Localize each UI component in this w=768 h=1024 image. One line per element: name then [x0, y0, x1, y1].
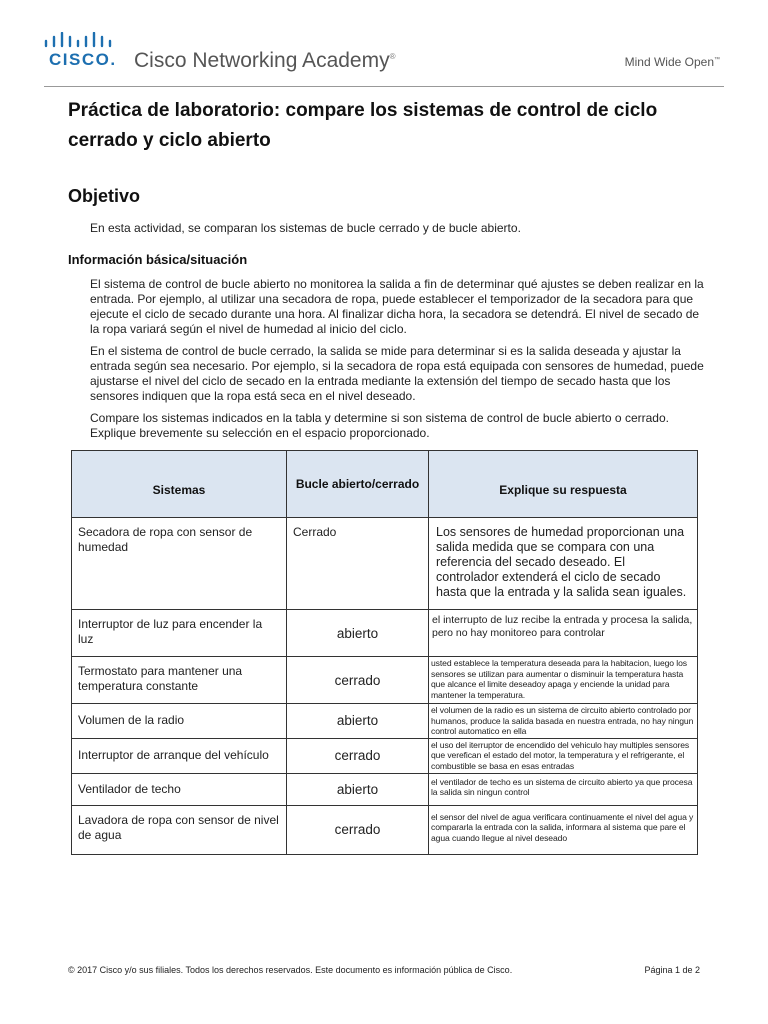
cisco-logo-bars-icon [44, 32, 114, 48]
loop-cell[interactable]: cerrado [287, 657, 429, 704]
explanation-cell[interactable]: el ventilador de techo es un sistema de circuito abierto ya que procesa la salida sin ningun control [429, 773, 698, 805]
loop-cell[interactable]: abierto [287, 704, 429, 739]
system-cell: Interruptor de arranque del vehículo [72, 738, 287, 773]
table-row [72, 704, 698, 739]
paragraph-open-loop: El sistema de control de bucle abierto no monitorea la salida a fin de determinar qué ajustes se deben realizar en la entrada. Por ejemplo, al utilizar una secadora de ropa, puede establecer el temporizador de la secadora para que ejecute el ciclo de secado durante una hora. Al finalizar dicha hora, la secadora se detendrá. El nivel de secado de la ropa variará según el nivel de humedad al inicio del ciclo. [90, 277, 704, 336]
loop-cell[interactable]: cerrado [287, 805, 429, 854]
explanation-cell[interactable]: el volumen de la radio es un sistema de circuito abierto controlado por humanos, produce la salida basada en nuestra entrada, no hay ningun control automatico en ella [429, 704, 698, 739]
system-cell: Secadora de ropa con sensor de humedad [72, 518, 287, 610]
table-row [72, 518, 698, 610]
header-divider [44, 86, 724, 87]
system-cell: Termostato para mantener una temperatura constante [72, 657, 287, 704]
table-header-row [72, 451, 698, 518]
background-heading: Información básica/situación [68, 252, 248, 267]
footer-page-number: Página 1 de 2 [644, 965, 700, 975]
loop-cell[interactable]: abierto [287, 773, 429, 805]
systems-table [71, 450, 698, 855]
explanation-cell[interactable]: el uso del iterruptor de encendido del vehiculo hay multiples sensores que verefican el estado del motor, la temperatura y el refrigerante, el combustible se basa en esas entradas [429, 738, 698, 773]
loop-cell[interactable]: abierto [287, 610, 429, 657]
footer-copyright: © 2017 Cisco y/o sus filiales. Todos los derechos reservados. Este documento es información pública de Cisco. [68, 965, 513, 975]
loop-cell[interactable]: Cerrado [287, 518, 429, 610]
paragraph-instructions: Compare los sistemas indicados en la tabla y determine si son sistema de control de bucle abierto o cerrado. Explique brevemente su selección en el espacio proporcionado. [90, 411, 669, 440]
table-row [72, 657, 698, 704]
loop-cell[interactable]: cerrado [287, 738, 429, 773]
explanation-cell[interactable]: usted establece la temperatura deseada para la habitacion, luego los sensores se utilizan para aumentar o disminuir la temperatura hasta que alcance el limite deseadoy apaga y enciende la unidad para mantener la temperatura. [429, 657, 698, 704]
explanation-cell[interactable]: el interrupto de luz recibe la entrada y procesa la salida, pero no hay monitoreo para controlar [429, 610, 698, 657]
system-cell: Ventilador de techo [72, 773, 287, 805]
header-loop: Bucle abierto/cerrado [287, 451, 429, 518]
header-systems: Sistemas [72, 451, 287, 518]
objective-heading: Objetivo [68, 186, 141, 206]
system-cell: Volumen de la radio [72, 704, 287, 739]
table-row [72, 805, 698, 854]
explanation-cell[interactable]: Los sensores de humedad proporcionan una salida medida que se compara con una referencia del secado deseado. El controlador extenderá el ciclo de secado hasta que la entrada y la salida sean iguales. [429, 518, 698, 610]
paragraph-closed-loop: En el sistema de control de bucle cerrado, la salida se mide para determinar si es la salida deseada y ajustar la entrada según sea necesario. Por ejemplo, si la secadora de ropa está equipada con sensores de humedad, puede ajustarse el nivel del ciclo de secado en la entrada mediante la extensión del tiempo de secado hasta que los sensores indiquen que la ropa está seca en el nivel deseado. [90, 344, 704, 403]
table-row [72, 773, 698, 805]
system-cell: Lavadora de ropa con sensor de nivel de agua [72, 805, 287, 854]
brand-name: Cisco Networking Academy® [134, 49, 396, 72]
explanation-cell[interactable]: el sensor del nivel de agua verificara continuamente el nivel del agua y compararla la entrada con la salida, informara al sistema que pare el agua cuando llegue al nivel deseado [429, 805, 698, 854]
tagline: Mind Wide Open™ [624, 55, 720, 69]
header-explanation: Explique su respuesta [429, 451, 698, 518]
page-title: Práctica de laboratorio: compare los sistemas de control de ciclo cerrado y ciclo abierto [68, 100, 658, 151]
system-cell: Interruptor de luz para encender la luz [72, 610, 287, 657]
cisco-logo-word: CISCO. [49, 50, 117, 69]
page-header [0, 0, 768, 96]
table-row [72, 738, 698, 773]
table-row [72, 610, 698, 657]
objective-text: En esta actividad, se comparan los sistemas de bucle cerrado y de bucle abierto. [90, 221, 521, 235]
